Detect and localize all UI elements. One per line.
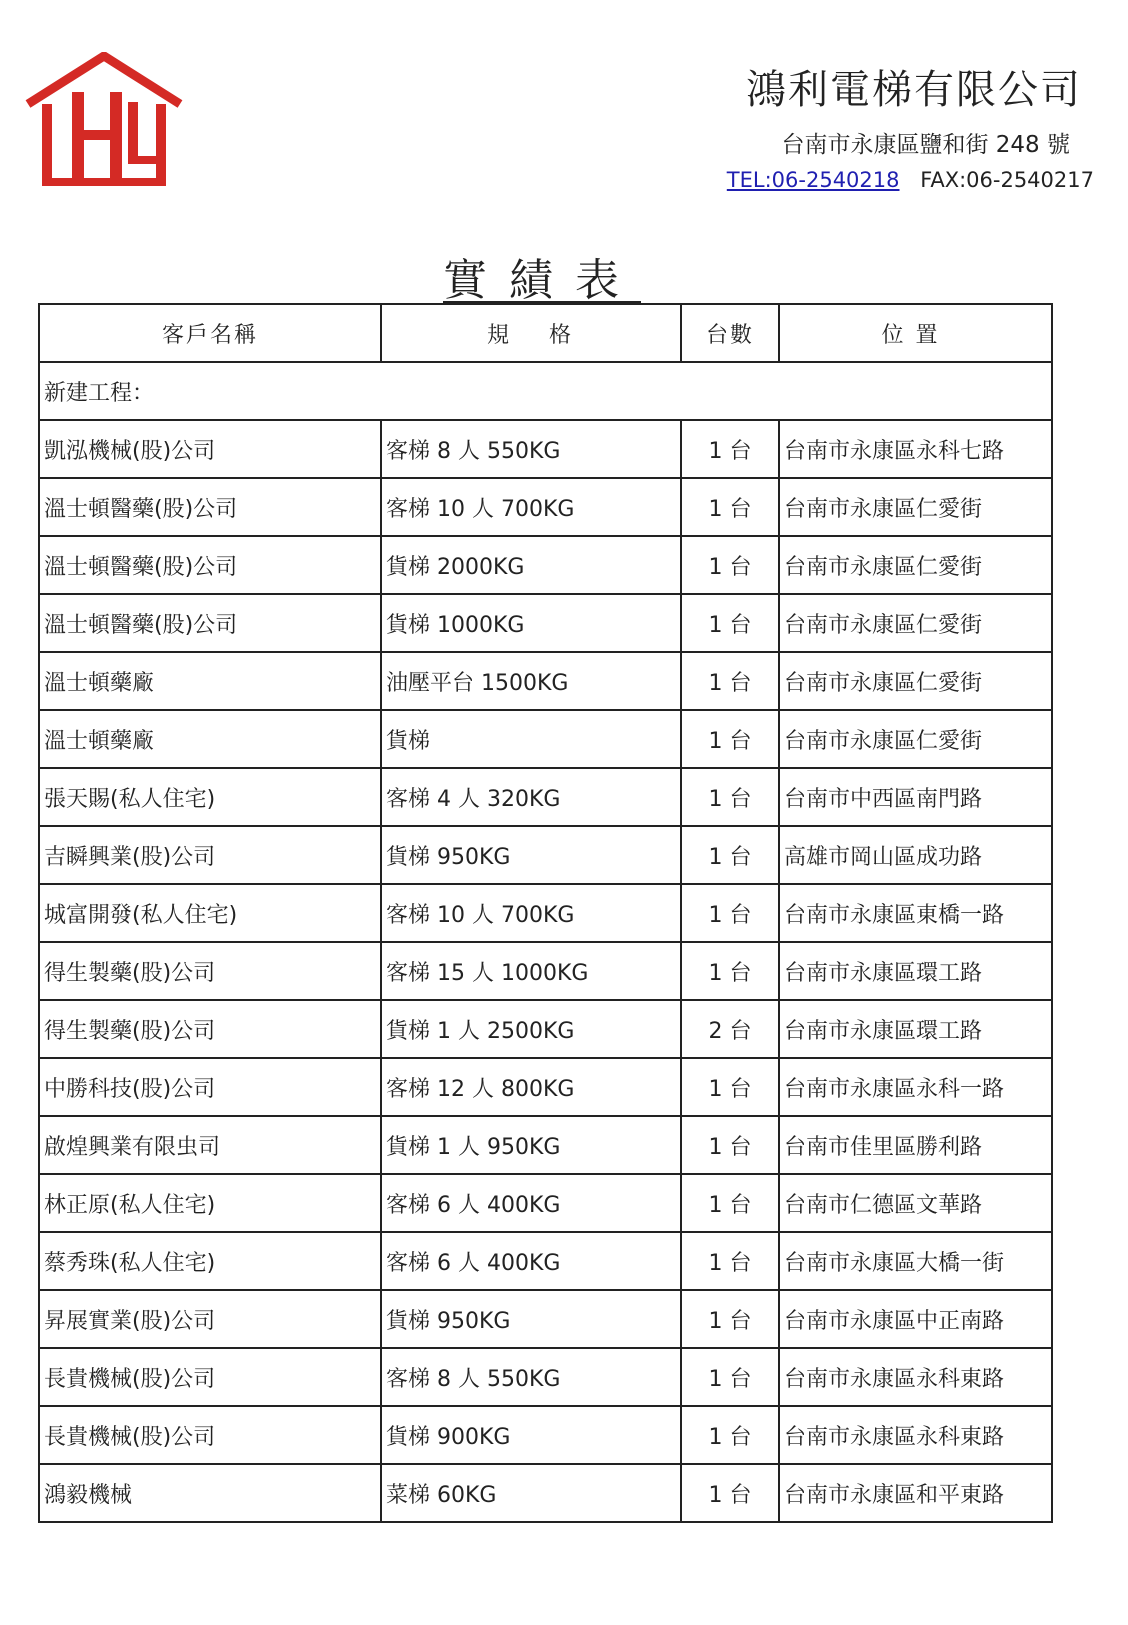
cell-qty: 1 台 bbox=[681, 1116, 779, 1174]
cell-client: 溫士頓藥廠 bbox=[39, 710, 381, 768]
cell-location: 台南市永康區中正南路 bbox=[779, 1290, 1052, 1348]
cell-location: 台南市永康區和平東路 bbox=[779, 1464, 1052, 1522]
cell-qty: 1 台 bbox=[681, 1058, 779, 1116]
cell-qty: 1 台 bbox=[681, 652, 779, 710]
cell-spec: 客梯 10 人 700KG bbox=[381, 478, 681, 536]
cell-location: 台南市永康區環工路 bbox=[779, 942, 1052, 1000]
cell-location: 台南市仁德區文華路 bbox=[779, 1174, 1052, 1232]
cell-location: 台南市中西區南門路 bbox=[779, 768, 1052, 826]
cell-client: 吉瞬興業(股)公司 bbox=[39, 826, 381, 884]
cell-client: 溫士頓醫藥(股)公司 bbox=[39, 536, 381, 594]
performance-table bbox=[38, 303, 1053, 1523]
cell-qty: 1 台 bbox=[681, 1232, 779, 1290]
table-row bbox=[39, 536, 1052, 594]
cell-client: 鴻毅機械 bbox=[39, 1464, 381, 1522]
cell-location: 台南市永康區永科一路 bbox=[779, 1058, 1052, 1116]
cell-client: 張天賜(私人住宅) bbox=[39, 768, 381, 826]
cell-location: 台南市永康區仁愛街 bbox=[779, 478, 1052, 536]
table-header-row bbox=[39, 304, 1052, 362]
table-row bbox=[39, 710, 1052, 768]
cell-spec: 貨梯 bbox=[381, 710, 681, 768]
company-logo bbox=[24, 52, 188, 192]
table-row bbox=[39, 1174, 1052, 1232]
table-row bbox=[39, 1000, 1052, 1058]
cell-spec: 貨梯 2000KG bbox=[381, 536, 681, 594]
cell-spec: 菜梯 60KG bbox=[381, 1464, 681, 1522]
cell-spec: 客梯 10 人 700KG bbox=[381, 884, 681, 942]
table-row bbox=[39, 1116, 1052, 1174]
cell-qty: 1 台 bbox=[681, 942, 779, 1000]
column-header-spec: 規格 bbox=[381, 304, 681, 362]
cell-spec: 客梯 8 人 550KG bbox=[381, 420, 681, 478]
cell-client: 中勝科技(股)公司 bbox=[39, 1058, 381, 1116]
table-row bbox=[39, 594, 1052, 652]
cell-location: 台南市永康區環工路 bbox=[779, 1000, 1052, 1058]
cell-client: 溫士頓藥廠 bbox=[39, 652, 381, 710]
cell-client: 長貴機械(股)公司 bbox=[39, 1406, 381, 1464]
section-label: 新建工程： bbox=[39, 362, 1052, 420]
table-row bbox=[39, 768, 1052, 826]
cell-spec: 客梯 12 人 800KG bbox=[381, 1058, 681, 1116]
cell-spec: 貨梯 950KG bbox=[381, 1290, 681, 1348]
cell-client: 溫士頓醫藥(股)公司 bbox=[39, 478, 381, 536]
table-row bbox=[39, 884, 1052, 942]
table-row bbox=[39, 826, 1052, 884]
logo-letters: HL bbox=[24, 52, 26, 53]
cell-qty: 1 台 bbox=[681, 710, 779, 768]
cell-location: 台南市永康區仁愛街 bbox=[779, 710, 1052, 768]
cell-spec: 貨梯 900KG bbox=[381, 1406, 681, 1464]
cell-spec: 油壓平台 1500KG bbox=[381, 652, 681, 710]
cell-spec: 客梯 15 人 1000KG bbox=[381, 942, 681, 1000]
company-address: 台南市永康區鹽和街 248 號 bbox=[781, 132, 1070, 158]
cell-client: 啟煌興業有限虫司 bbox=[39, 1116, 381, 1174]
column-header-client: 客戶名稱 bbox=[39, 304, 381, 362]
cell-spec: 客梯 6 人 400KG bbox=[381, 1174, 681, 1232]
document-title: 實績表 bbox=[443, 255, 641, 306]
cell-qty: 1 台 bbox=[681, 826, 779, 884]
cell-location: 台南市佳里區勝利路 bbox=[779, 1116, 1052, 1174]
table-row bbox=[39, 420, 1052, 478]
cell-location: 台南市永康區仁愛街 bbox=[779, 594, 1052, 652]
column-header-qty: 台數 bbox=[681, 304, 779, 362]
cell-client: 長貴機械(股)公司 bbox=[39, 1348, 381, 1406]
cell-client: 蔡秀珠(私人住宅) bbox=[39, 1232, 381, 1290]
table-row bbox=[39, 1464, 1052, 1522]
table-row bbox=[39, 1058, 1052, 1116]
cell-qty: 2 台 bbox=[681, 1000, 779, 1058]
table-row bbox=[39, 1406, 1052, 1464]
table-row bbox=[39, 1290, 1052, 1348]
cell-spec: 客梯 6 人 400KG bbox=[381, 1232, 681, 1290]
cell-location: 台南市永康區仁愛街 bbox=[779, 652, 1052, 710]
cell-qty: 1 台 bbox=[681, 768, 779, 826]
cell-location: 高雄市岡山區成功路 bbox=[779, 826, 1052, 884]
table-row bbox=[39, 652, 1052, 710]
cell-location: 台南市永康區永科七路 bbox=[779, 420, 1052, 478]
section-row bbox=[39, 362, 1052, 420]
cell-location: 台南市永康區仁愛街 bbox=[779, 536, 1052, 594]
cell-client: 昇展實業(股)公司 bbox=[39, 1290, 381, 1348]
tel-link[interactable]: TEL:06-2540218 bbox=[726, 168, 900, 192]
cell-qty: 1 台 bbox=[681, 1290, 779, 1348]
cell-location: 台南市永康區大橋一街 bbox=[779, 1232, 1052, 1290]
cell-qty: 1 台 bbox=[681, 1464, 779, 1522]
cell-spec: 貨梯 1 人 950KG bbox=[381, 1116, 681, 1174]
cell-qty: 1 台 bbox=[681, 1174, 779, 1232]
cell-location: 台南市永康區永科東路 bbox=[779, 1348, 1052, 1406]
cell-client: 溫士頓醫藥(股)公司 bbox=[39, 594, 381, 652]
cell-client: 得生製藥(股)公司 bbox=[39, 1000, 381, 1058]
cell-qty: 1 台 bbox=[681, 420, 779, 478]
cell-spec: 貨梯 950KG bbox=[381, 826, 681, 884]
cell-spec: 客梯 8 人 550KG bbox=[381, 1348, 681, 1406]
cell-client: 得生製藥(股)公司 bbox=[39, 942, 381, 1000]
column-header-location: 位置 bbox=[779, 304, 1052, 362]
cell-qty: 1 台 bbox=[681, 594, 779, 652]
table-row bbox=[39, 478, 1052, 536]
cell-spec: 貨梯 1000KG bbox=[381, 594, 681, 652]
cell-qty: 1 台 bbox=[681, 1348, 779, 1406]
cell-qty: 1 台 bbox=[681, 1406, 779, 1464]
cell-qty: 1 台 bbox=[681, 478, 779, 536]
cell-location: 台南市永康區永科東路 bbox=[779, 1406, 1052, 1464]
cell-qty: 1 台 bbox=[681, 884, 779, 942]
cell-spec: 客梯 4 人 320KG bbox=[381, 768, 681, 826]
table-row bbox=[39, 1232, 1052, 1290]
cell-client: 凱泓機械(股)公司 bbox=[39, 420, 381, 478]
table-row bbox=[39, 942, 1052, 1000]
table-row bbox=[39, 1348, 1052, 1406]
company-name: 鴻利電梯有限公司 bbox=[746, 67, 1082, 113]
cell-spec: 貨梯 1 人 2500KG bbox=[381, 1000, 681, 1058]
cell-location: 台南市永康區東橋一路 bbox=[779, 884, 1052, 942]
cell-qty: 1 台 bbox=[681, 536, 779, 594]
fax-number: FAX:06-2540217 bbox=[920, 168, 1094, 192]
contact-line bbox=[727, 168, 1094, 192]
cell-client: 城富開發(私人住宅) bbox=[39, 884, 381, 942]
cell-client: 林正原(私人住宅) bbox=[39, 1174, 381, 1232]
